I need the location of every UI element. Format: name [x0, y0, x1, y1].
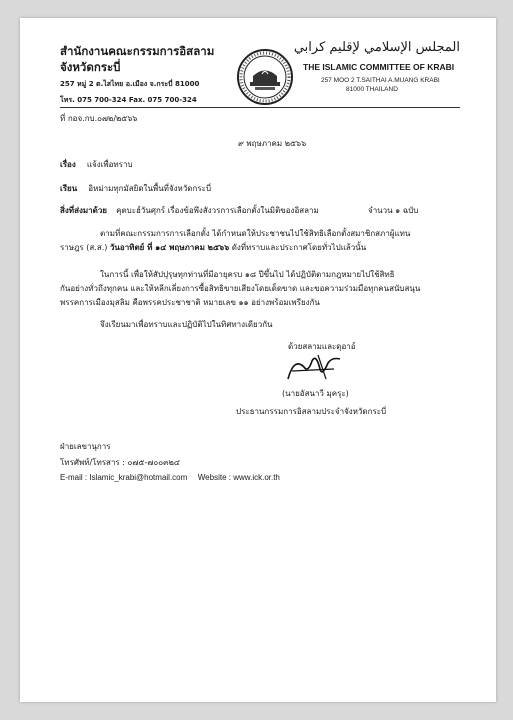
para2-line3: พรรคการเมืองมุสลิม คือพรรคประชาชาติ หมายเลข ๑๑ อย่างพร้อมเพรียงกัน	[60, 298, 320, 307]
website-link[interactable]: www.ick.or.th	[233, 473, 280, 482]
subject-row	[60, 158, 133, 171]
enclosure-row	[60, 204, 319, 217]
subject-text: แจ้งเพื่อทราบ	[86, 160, 133, 169]
para1-rep: ราษฎร (ส.ส.)	[60, 243, 108, 252]
email-link[interactable]: Islamic_krabi@hotmail.com	[89, 473, 188, 482]
org-name-thai: สำนักงานคณะกรรมการอิสลาม	[60, 44, 215, 58]
election-date: วันอาทิตย์ ที่ ๑๔ พฤษภาคม ๒๕๖๖	[109, 243, 230, 252]
letter-date: ๙ พฤษภาคม ๒๕๖๖	[238, 139, 307, 148]
english-address-2: 81000 THAILAND	[346, 86, 398, 93]
phone-fax-footer: โทรศัพท์/โทรสาร : ๐๗๕-๗๐๐๓๒๔	[60, 458, 180, 467]
phone-fax: โทร. 075 700-324 Fax. 075 700-324	[60, 96, 197, 104]
english-title: THE ISLAMIC COMMITTEE OF KRABI	[303, 62, 455, 72]
to-row	[60, 182, 211, 195]
to-text: อิหม่ามทุกมัสยิดในพื้นที่จังหวัดกระบี่	[88, 184, 212, 193]
enclosure-label: สิ่งที่ส่งมาด้วย	[60, 206, 107, 215]
email-label: E-mail :	[60, 473, 88, 482]
signature-icon	[282, 349, 346, 385]
arabic-title: المجلس الإسلامي لإقليم كرابي	[293, 40, 460, 55]
letter-page	[20, 18, 496, 702]
closing-salutation: ด้วยสลามและดุอาอ์	[288, 342, 356, 351]
para3: จึงเรียนมาเพื่อทราบและปฏิบัติไปในทิศทางเดียวกัน	[100, 320, 273, 329]
reference-number: ที่ กอจ.กบ.๐๗๒/๒๕๖๖	[60, 114, 138, 123]
address-thai: 257 หมู่ 2 ต.ไสไทย อ.เมือง จ.กระบี่ 81000	[60, 80, 200, 88]
province-thai: จังหวัดกระบี่	[60, 60, 121, 74]
para1-line2	[60, 241, 366, 255]
subject-label: เรื่อง	[60, 160, 76, 169]
to-label: เรียน	[60, 184, 78, 193]
website-label: Website :	[197, 473, 231, 482]
enclosure-text: คุตบะฮ์วันศุกร์ เรื่องข้อพึงสังวรการเลือกตั้งในมิติของอิสลาม	[116, 206, 319, 215]
signer-title: ประธานกรรมการอิสลามประจำจังหวัดกระบี่	[236, 407, 387, 416]
dept-name: ฝ่ายเลขานุการ	[60, 442, 111, 451]
signer-name: (นายอัสนาวี มุครุะ)	[282, 389, 349, 398]
para1-tail: ดังที่ทราบและประกาศโดยทั่วไปแล้วนั้น	[231, 243, 367, 252]
seal-emblem-icon	[236, 48, 294, 106]
english-address-1: 257 MOO 2 T.SAITHAI A.MUANG KRABI	[321, 77, 440, 84]
para2-line1: ในการนี้ เพื่อให้สัปปุรุษทุกท่านที่มีอายุครบ ๑๘ ปีขึ้นไป ได้ปฏิบัติตามกฎหมายไปใช้สิทธิ	[100, 270, 395, 279]
para1-line1: ตามที่คณะกรรมการการเลือกตั้ง ได้กำหนดให้ประชาชนไปใช้สิทธิเลือกตั้งสมาชิกสภาผู้แทน	[100, 229, 411, 238]
contact-line	[60, 473, 280, 482]
header-divider	[60, 107, 460, 108]
enclosure-count: จำนวน ๑ ฉบับ	[368, 206, 419, 215]
para2-line2: กันอย่างทั่วถึงทุกคน และให้หลีกเลี่ยงการซื้อสิทธิขายเสียงโดยเด็ดขาด และขอความร่วมมือทุกคนสนับสนุน	[60, 284, 421, 293]
